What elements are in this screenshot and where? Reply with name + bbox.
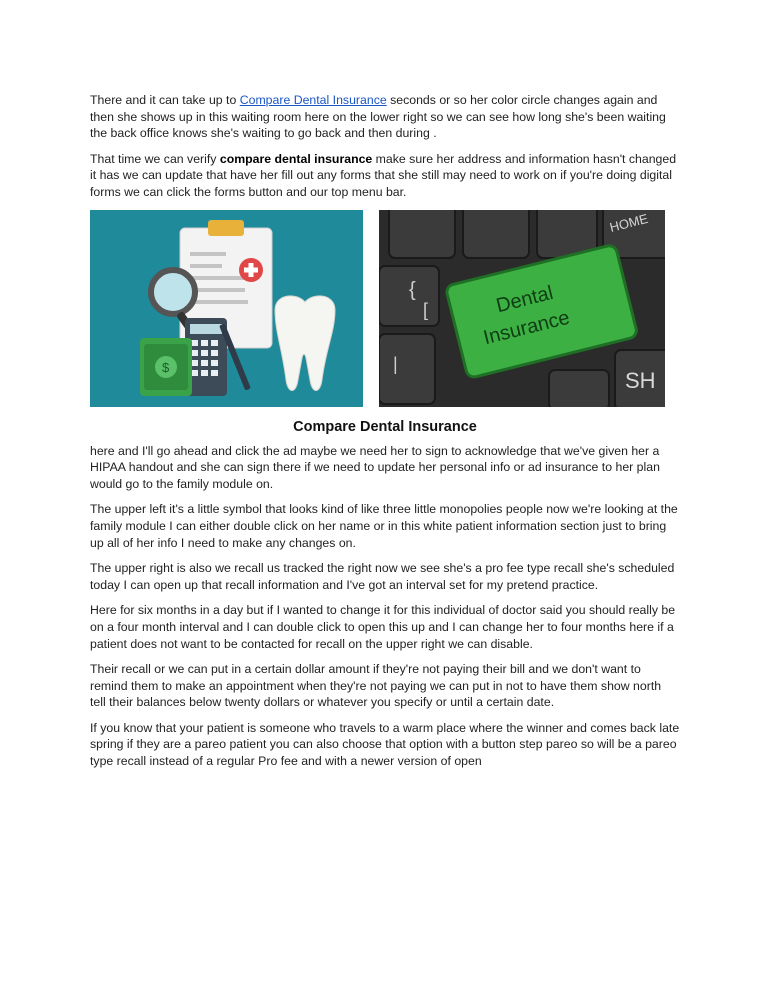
body-paragraph-2: The upper left it's a little symbol that looks kind of like three little monopolies people now we're looking at the family module I can either double click on her name or in this white patient information section just to bring up all of her info I need to make any changes on.: [90, 502, 678, 550]
images-row: [90, 210, 680, 407]
body-paragraph-4: Here for six months in a day but if I wanted to change it for this individual of doctor said you should really be on a four month interval and I can double click to open this up and I can change her to four months here if a patient does not want to be contacted for recall on the upper right we can disable.: [90, 603, 676, 651]
p2-bold-keyword: compare dental insurance: [219, 151, 373, 166]
body-paragraph-3: The upper right is also we recall us tracked the right now we see she's a pro fee type recall she's scheduled today I can open up that recall information and I've got an interval set for my pretend practice.: [90, 561, 675, 592]
p1-text-end: seconds or so her color circle changes again and then she shows up in this waiting room here on the lower right so we can see how long she's been waiting the back office knows she's waiting to go back and then during .: [90, 93, 666, 141]
p1-text-start: There and it can take up to: [90, 93, 240, 107]
body-paragraph-6: If you know that your patient is someone who travels to a warm place where the winner and comes back late spring if they are a pareo patient you can also choose that option with a button step pareo so will be a pareo type recall instead of a regular Pro fee and with a newer version of open: [90, 720, 680, 769]
keyboard-icon: [379, 210, 665, 407]
body-paragraph-5: Their recall or we can put in a certain dollar amount if they're not paying their bill and we don't want to remind them to make an appointment when they're not paying we can put in not to have them show north tell their balances below twenty dollars or whatever you specify or until a certain date.: [90, 662, 662, 710]
insurance-key-text: Insurance: [481, 306, 572, 349]
dental-claim-illustration: [90, 210, 363, 407]
svg-text:{: {: [409, 278, 416, 301]
dental-insurance-keyboard-photo: [379, 210, 665, 407]
compare-dental-insurance-link[interactable]: Compare Dental Insurance: [239, 93, 387, 107]
home-key-label: HOME: [608, 210, 650, 235]
dental-claim-illustration-icon: [90, 210, 363, 407]
document-page: [90, 92, 680, 779]
p2-text-end: make sure her address and information hasn't changed it has we can update that have her fill out any forms that she still may need to work on if you're doing digital forms we can click the forms button and our top menu bar.: [90, 151, 677, 199]
svg-text:[: [: [423, 299, 429, 320]
svg-text:|: |: [393, 353, 398, 374]
image-caption: Compare Dental Insurance: [293, 418, 477, 435]
intro-paragraph-2: [90, 151, 680, 201]
sh-key-label: SH: [625, 367, 656, 393]
intro-paragraph-1: [90, 92, 680, 142]
svg-text:$: $: [162, 359, 170, 375]
p2-text-start: That time we can verify: [90, 151, 220, 166]
dental-key-text: Dental: [493, 281, 556, 317]
body-paragraph-1: here and I'll go ahead and click the ad maybe we need her to sign to acknowledge that we've given her a HIPAA handout and she can sign there if we need to update her personal info or ad insurance to her plan would go to the family module on.: [90, 443, 660, 491]
